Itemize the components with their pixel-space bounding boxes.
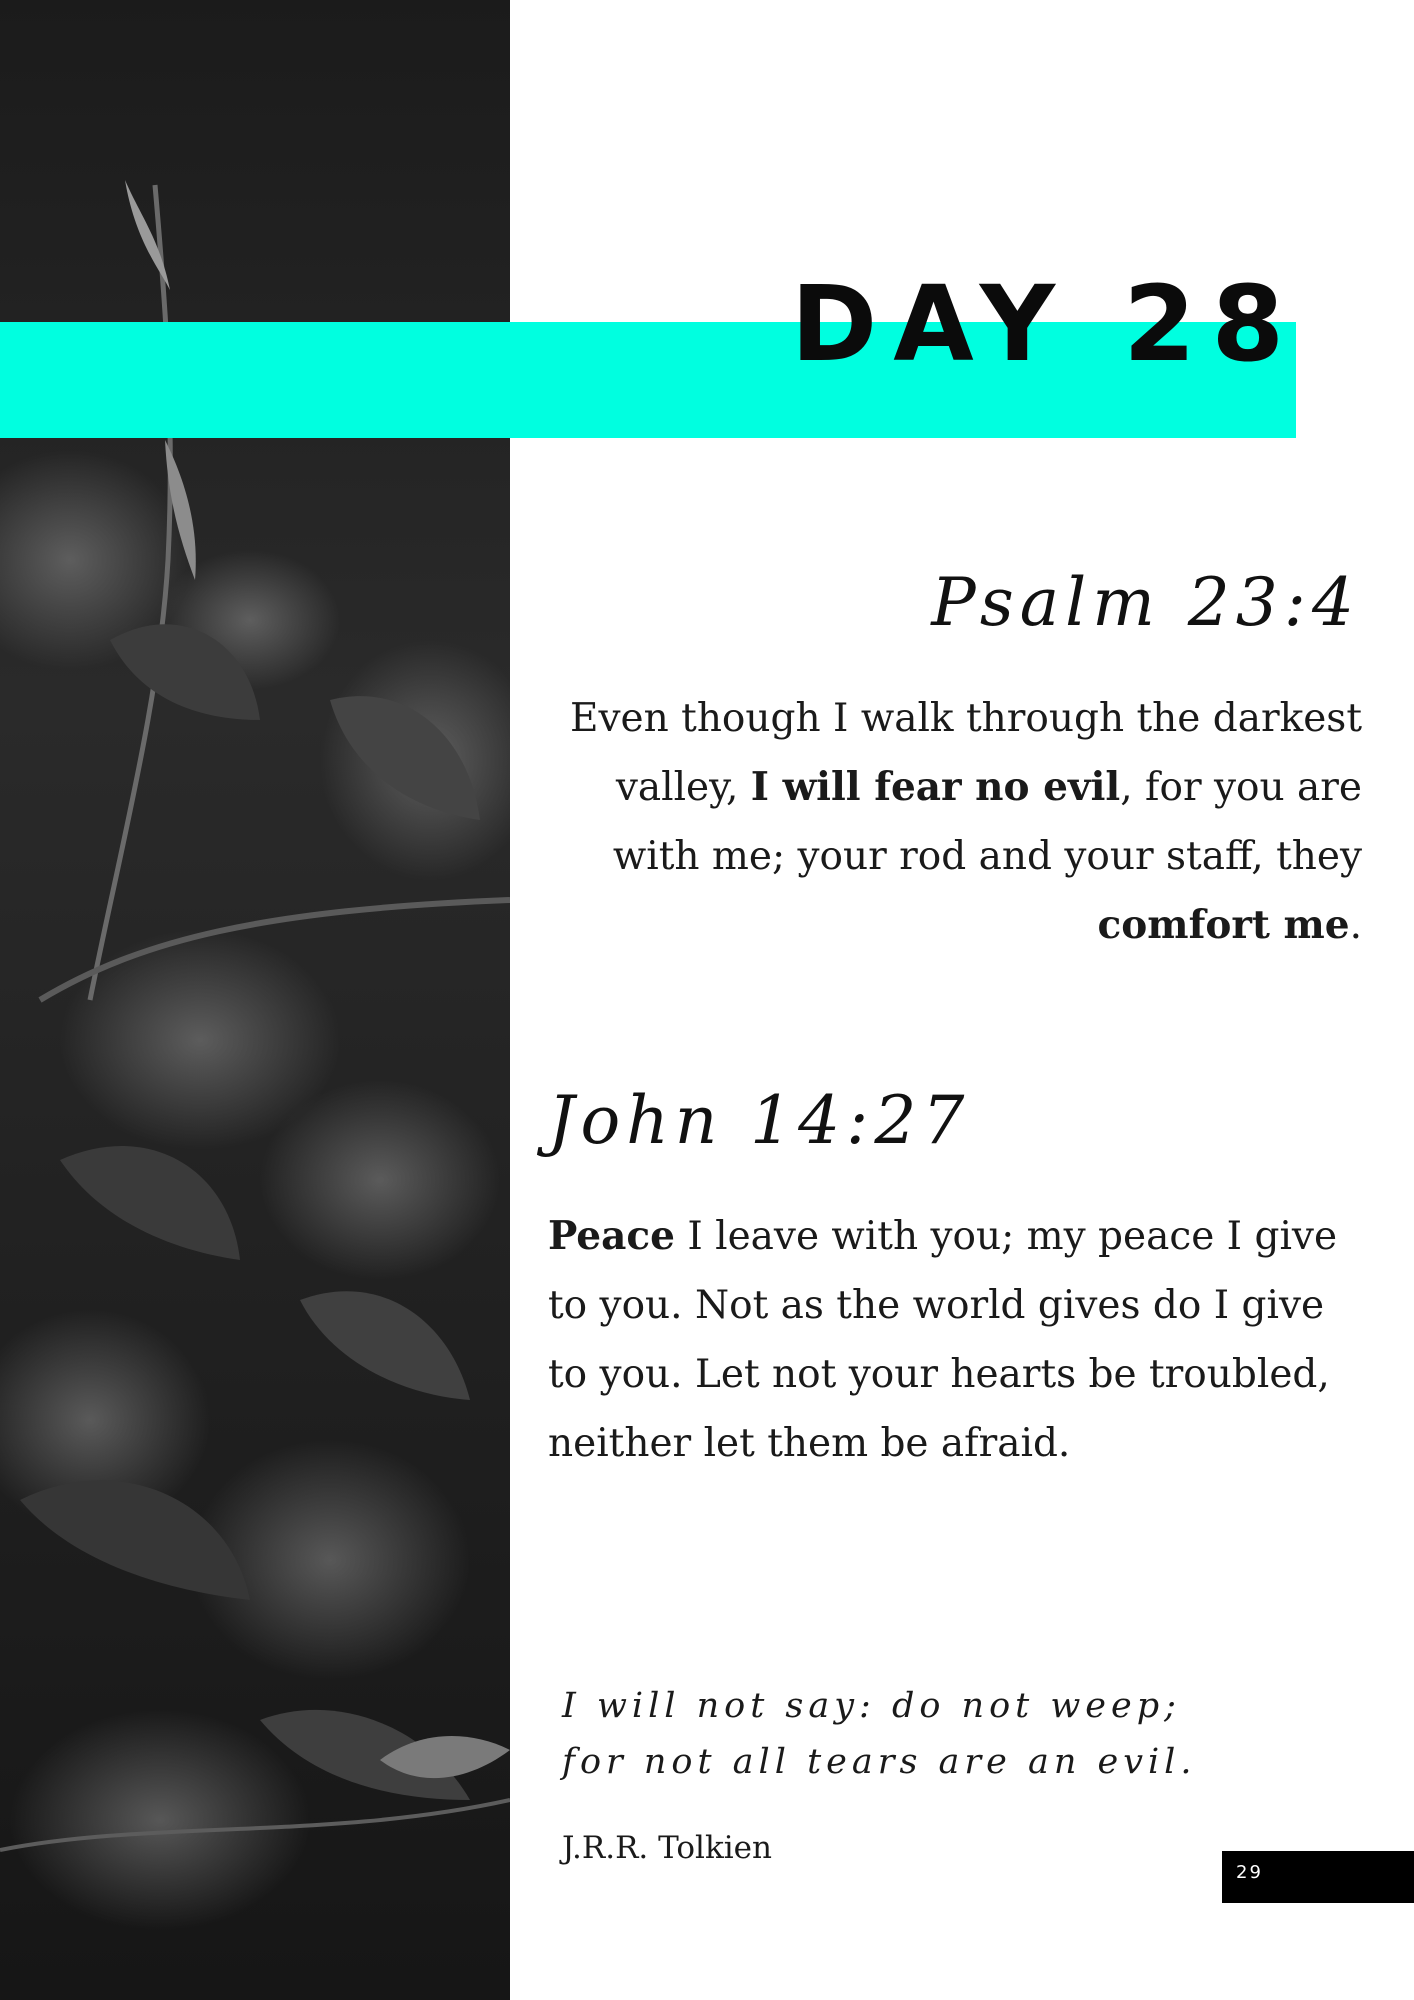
page-number: 29 xyxy=(1236,1862,1263,1883)
day-title: DAY 28 xyxy=(790,263,1300,385)
verse-reference-john: John 14:27 xyxy=(548,1082,971,1159)
verse-reference-psalm: Psalm 23:4 xyxy=(931,564,1360,641)
foliage-photo xyxy=(0,0,510,2000)
quote xyxy=(562,1678,1322,1790)
foliage-photo-icon xyxy=(0,0,510,2000)
quote-author: J.R.R. Tolkien xyxy=(562,1830,772,1866)
page-number-badge xyxy=(1222,1851,1414,1903)
verse-text-john: Peace I leave with you; my peace I give to you. Not as the world gives do I give to you. Let not your hearts be troubled, neither let them be afraid. xyxy=(548,1213,1338,1466)
quote-line: for not all tears are an evil. xyxy=(562,1742,1197,1782)
quote-line: I will not say: do not weep; xyxy=(562,1686,1181,1726)
verse-text-psalm: Even though I walk through the darkest valley, I will fear no evil, for you are with me; your rod and your staff, they comfort me. xyxy=(570,696,1362,948)
